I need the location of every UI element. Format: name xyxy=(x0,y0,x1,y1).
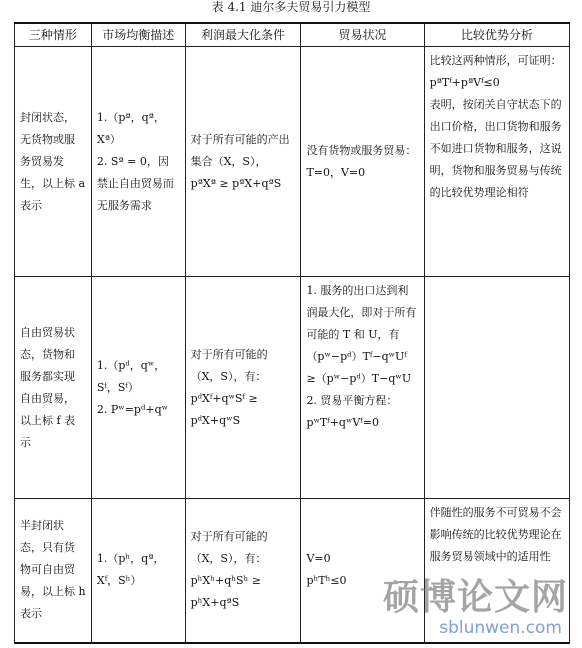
profit-condition-cell: 对于所有可能的（X，S），有： pᵈXᶠ+qʷSᶠ ≥ pᵈX+qʷS xyxy=(185,277,301,499)
watermark-text: 硕博论文网 xyxy=(382,577,568,618)
header-cell: 贸易状况 xyxy=(301,23,424,47)
table-row xyxy=(15,499,570,643)
table-caption: 表 4.1 迪尔多夫贸易引力模型 xyxy=(211,0,371,14)
watermark-url: sblunwen.com xyxy=(439,618,562,638)
trade-status-cell: 1. 服务的出口达到利润最大化，即对于所有可能的 T 和 U，有 （pʷ−pᵈ）Tᶠ−qʷUᶠ ≥（pʷ−pᵈ）T−qʷU 2. 贸易平衡方程： pʷTᶠ+qʷVᶠ=0 xyxy=(301,277,424,499)
scenario-cell: 封闭状态，无货物或服务贸易发生，以上标 a 表示 xyxy=(15,47,92,277)
table-header-row xyxy=(15,23,570,47)
gravity-model-table xyxy=(14,22,570,644)
header-cell: 利润最大化条件 xyxy=(185,23,301,47)
table-row xyxy=(15,47,570,277)
header-cell: 比较优势分析 xyxy=(424,23,569,47)
comparative-advantage-cell: 比较这两种情形，可证明：pªTᶠ+pªVᶠ≤0 表明，按闭关自守状态下的出口价格，出口货物和服务不如进口货物和服务，这说明，货物和服务贸易与传统的比较优势理论相符 xyxy=(424,47,569,277)
table-row xyxy=(15,277,570,499)
comparative-advantage-cell: 伴随性的服务不可贸易不会影响传统的比较优势理论在服务贸易领域中的适用性 xyxy=(424,499,569,643)
trade-status-cell: 没有货物或服务贸易：T=0，V=0 xyxy=(301,47,424,277)
header-cell: 三种情形 xyxy=(15,23,92,47)
profit-condition-cell: 对于所有可能的（X，S），有： pʰXʰ+qʰSʰ ≥ pʰX+qªS xyxy=(185,499,301,643)
header-cell: 市场均衡描述 xyxy=(91,23,185,47)
scenario-cell: 自由贸易状态，货物和服务都实现自由贸易，以上标 f 表示 xyxy=(15,277,92,499)
trade-status-cell: V=0 pʰTʰ≤0 xyxy=(301,499,424,643)
comparative-advantage-cell xyxy=(424,277,569,499)
equilibrium-cell: 1.（pª，qª，Xª） 2. Sª = 0，因禁止自由贸易而无服务需求 xyxy=(91,47,185,277)
equilibrium-cell: 1.（pᵈ，qʷ，Sᶠ，Sᶠ） 2. Pʷ=pᵈ+qʷ xyxy=(91,277,185,499)
scenario-cell: 半封闭状态，只有货物可自由贸易，以上标 h 表示 xyxy=(15,499,92,643)
profit-condition-cell: 对于所有可能的产出集合（X，S）， pªXª ≥ pªX+qªS xyxy=(185,47,301,277)
equilibrium-cell: 1.（pʰ，qª，Xᶠ，Sʰ） xyxy=(91,499,185,643)
